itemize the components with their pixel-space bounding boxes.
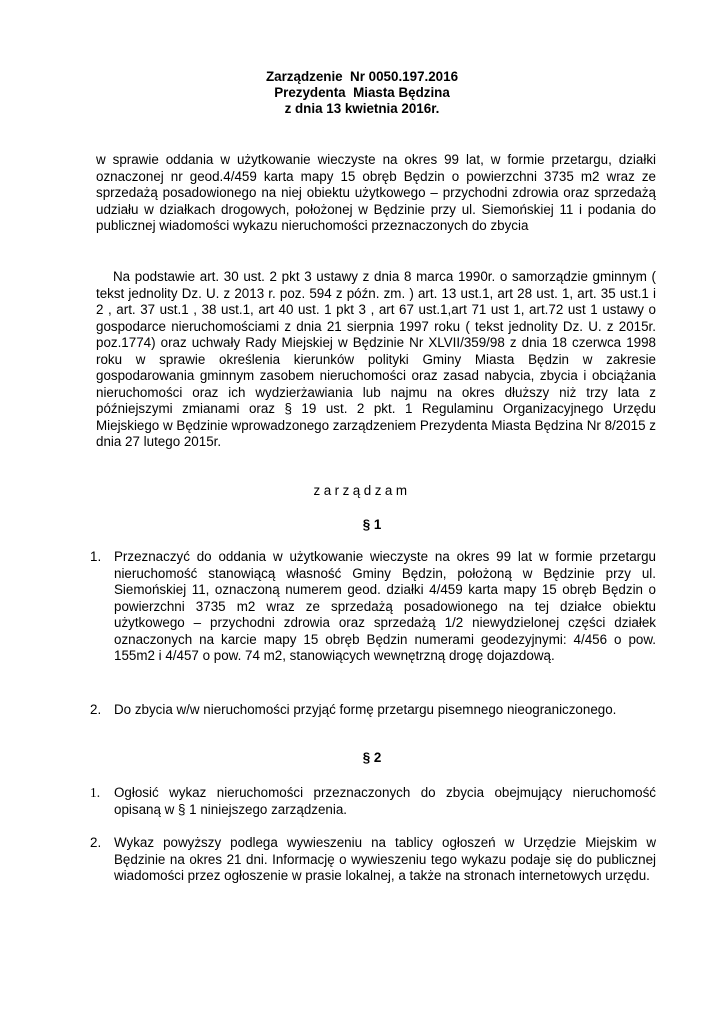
section-2-item-2 xyxy=(90,835,656,885)
list-number: 2. xyxy=(90,835,102,850)
decree-word: zarządzam xyxy=(313,483,411,498)
list-item-text: Wykaz powyższy podlega wywieszeniu na tablicy ogłoszeń w Urzędzie Miejskim w Będzinie na okres 21 dni. Informację o wywieszeniu tego wykazu podaje się do publicznej wiadomości przez ogłoszenie w prasie lokalnej, a także na stronach internetowych urzędu. xyxy=(114,835,656,883)
list-number: 1. xyxy=(90,549,102,564)
section-2-heading: § 2 xyxy=(362,750,382,765)
title-line-order-number: Zarządzenie Nr 0050.197.2016 xyxy=(265,69,459,84)
legal-basis-paragraph: Na podstawie art. 30 ust. 2 pkt 3 ustawy z dnia 8 marca 1990r. o samorządzie gminnym ( tekst jednolity Dz. U. z 2013 r. poz. 594 z późn. zm. ) art. 13 ust.1, art 28 ust. 1, art. 35 ust.1 i 2 , art. 37 ust.1 , 38 ust.1, art 40 ust. 1 pkt 3 , art 67 ust.1,art 71 ust 1, art.72 ust 1 ustawy o gospodarce nieruchomościami z dnia 21 sierpnia 1997 roku ( tekst jednolity Dz. U. z 2015r. poz.1774) oraz uchwały Rady Miejskiej w Będzinie Nr XLVII/359/98 z dnia 18 czerwca 1998 roku w sprawie określenia kierunków polityki Gminy Miasta Będzin w zakresie gospodarowania gminnym zasobem nieruchomości oraz zasad nabycia, zbycia i obciążania nieruchomości oraz ich wydzierżawiania lub najmu na okres dłuższy niż trzy lata z późniejszymi zmianami oraz § 19 ust. 2 pkt. 1 Regulaminu Organizacyjnego Urzędu Miejskiego w Będzinie wprowadzonego zarządzeniem Prezydenta Miasta Będzina Nr 8/2015 z dnia 27 lutego 2015r. xyxy=(96,269,656,449)
section-1-item-2 xyxy=(90,702,656,719)
section-1-heading: § 1 xyxy=(362,517,382,532)
subject-paragraph: w sprawie oddania w użytkowanie wieczyste na okres 99 lat, w formie przetargu, działki oznaczonej nr geod.4/459 karta mapy 15 obręb Będzin o powierzchni 3735 m2 wraz ze sprzedażą posadowionego na niej obiektu użytkowego – przychodni zdrowia oraz sprzedażą udziału w działkach drogowych, położonej w Będzinie przy ul. Siemońskiej 11 i podania do publicznej wiadomości wykazu nieruchomości przeznaczonych do zbycia xyxy=(96,152,656,233)
title-line-date: z dnia 13 kwietnia 2016r. xyxy=(284,101,440,116)
title-line-issuer: Prezydenta Miasta Będzina xyxy=(274,85,450,100)
section-1-item-1 xyxy=(90,549,656,665)
list-item-text: Ogłosić wykaz nieruchomości przeznaczonych do zbycia obejmujący nieruchomość opisaną w § 1 niniejszego zarządzenia. xyxy=(114,785,656,817)
section-2-item-1 xyxy=(90,785,656,818)
list-item-text: Przeznaczyć do oddania w użytkowanie wieczyste na okres 99 lat w formie przetargu nieruchomość stanowiącą własność Gminy Będzin, położoną w Będzinie przy ul. Siemońskiej 11, oznaczoną numerem geod. działki 4/459 karta mapy 15 obręb Będzin o powierzchni 3735 m2 wraz ze sprzedażą posadowionego na tej działce obiektu użytkowego – przychodni zdrowia oraz sprzedażą 1/2 niewydzielonej części działek oznaczonych na karcie mapy 15 obręb Będzin numerami geodezyjnymi: 4/456 o pow. 155m2 i 4/457 o pow. 74 m2, stanowiących wewnętrzną drogę dojazdową. xyxy=(114,549,656,663)
document-title xyxy=(0,69,724,117)
list-number: 2. xyxy=(90,702,102,717)
list-number: 1. xyxy=(90,785,101,800)
list-item-text: Do zbycia w/w nieruchomości przyjąć formę przetargu pisemnego nieograniczonego. xyxy=(114,702,617,717)
